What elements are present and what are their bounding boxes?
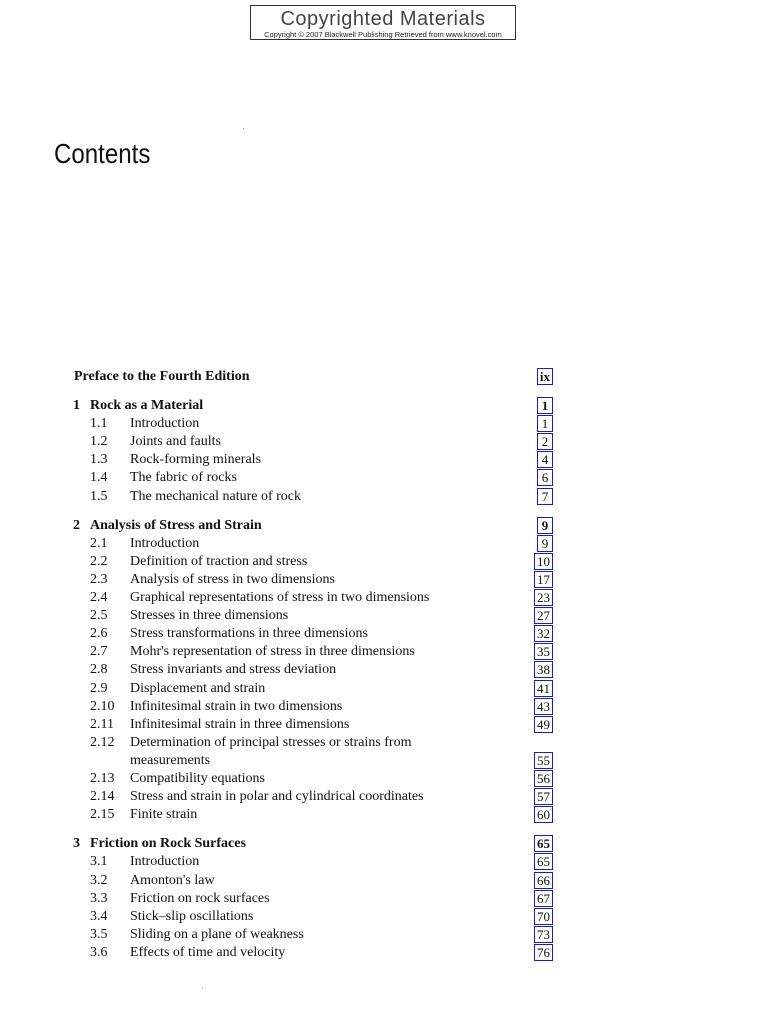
toc-entry-title: Analysis of Stress and Strain [90, 517, 262, 533]
toc-entry-title: Friction on rock surfaces [130, 890, 270, 906]
toc-entry-number: 2.3 [90, 571, 108, 587]
toc-entry-title: Graphical representations of stress in two dimensions [130, 590, 430, 605]
toc-entry-number: 2.6 [90, 626, 108, 642]
toc-entry-number: 2.7 [90, 644, 108, 660]
toc-entry-title: measurements [130, 752, 211, 768]
page-number-link[interactable]: 35 [534, 643, 553, 660]
page-number-link[interactable]: 10 [534, 553, 553, 570]
page-number-link[interactable]: ix [537, 368, 553, 385]
page-number-link[interactable]: 17 [534, 571, 553, 588]
toc-entry-title: Joints and faults [130, 434, 221, 450]
toc-entry [0, 553, 768, 571]
toc-entry-title: Sliding on a plane of weakness [130, 926, 304, 942]
toc-entry [0, 926, 768, 944]
page-number-link[interactable]: 23 [534, 589, 553, 606]
toc-entry-number: 2.5 [90, 608, 108, 624]
toc-entry [0, 433, 768, 451]
toc-entry-number: 3.4 [90, 908, 108, 924]
toc-entry-title: Friction on Rock Surfaces [90, 836, 246, 852]
toc-entry [0, 589, 768, 607]
toc-entry-number: 2.14 [90, 789, 115, 805]
toc-entry-title: Compatibility equations [130, 771, 265, 786]
toc-entry [0, 535, 768, 553]
toc-entry-title: Preface to the Fourth Edition [74, 369, 250, 384]
page-number-link[interactable]: 60 [534, 806, 553, 823]
toc-chapter [0, 397, 768, 415]
page-number-link[interactable]: 6 [537, 469, 553, 486]
toc-entry-number: 2.11 [90, 716, 114, 732]
page-number-link[interactable]: 57 [534, 788, 553, 805]
toc-entry [0, 872, 768, 890]
toc-entry-number: 3.1 [90, 854, 108, 870]
toc-entry [0, 944, 768, 962]
page-number-link[interactable]: 70 [534, 908, 553, 925]
toc-entry-number: 1.3 [90, 452, 108, 468]
toc-entry-number: 2.10 [90, 698, 115, 714]
banner-subtitle: Copyright © 2007 Blackwell Publishing Retrieved from www.knovel.com [264, 30, 502, 39]
toc-entry-title: Determination of principal stresses or strains from [130, 734, 412, 750]
page-number-link[interactable]: 1 [537, 397, 553, 414]
toc-entry-number: 2.8 [90, 662, 108, 678]
toc-entry [0, 752, 768, 770]
page-number-link[interactable]: 65 [534, 835, 553, 852]
toc-entry-title: Stick–slip oscillations [130, 908, 254, 924]
toc-entry-number: 1.2 [90, 434, 108, 450]
toc-entry [0, 806, 768, 824]
toc-entry-title: Introduction [130, 416, 200, 432]
toc-entry-title: Rock-forming minerals [130, 452, 262, 468]
toc-entry-title: Stresses in three dimensions [130, 608, 289, 624]
toc-chapter [0, 517, 768, 535]
page-number-link[interactable]: 9 [537, 517, 553, 534]
toc-entry-number: 1 [73, 398, 80, 413]
toc-entry-number: 2.9 [90, 680, 108, 696]
toc-entry [0, 571, 768, 589]
toc-entry-number: 2 [73, 517, 80, 533]
page-number-link[interactable]: 32 [534, 625, 553, 642]
toc-entry-title: Mohr's representation of stress in three dimensions [130, 644, 415, 660]
toc-entry-number: 1.4 [90, 470, 108, 486]
page-number-link[interactable]: 73 [534, 926, 553, 943]
page-number-link[interactable]: 76 [534, 944, 553, 961]
page-number-link[interactable]: 7 [537, 488, 553, 505]
toc-entry [0, 734, 768, 752]
toc-entry [0, 661, 768, 679]
toc-entry-number: 2.15 [90, 807, 115, 823]
toc-entry-title: Finite strain [130, 807, 198, 823]
toc-entry [0, 680, 768, 698]
toc-entry-number: 3 [73, 836, 80, 852]
toc-entry-title: Effects of time and velocity [130, 944, 286, 960]
page-number-link[interactable]: 43 [534, 698, 553, 715]
toc-entry-title: Infinitesimal strain in two dimensions [130, 698, 343, 714]
toc-entry [0, 451, 768, 469]
toc-entry [0, 625, 768, 643]
toc-entry [0, 908, 768, 926]
toc-entry [0, 469, 768, 487]
page-number-link[interactable]: 41 [534, 680, 553, 697]
toc-entry [0, 788, 768, 806]
toc-entry-title: Infinitesimal strain in three dimensions [130, 716, 350, 732]
toc-entry [0, 643, 768, 661]
page-number-link[interactable]: 4 [537, 451, 553, 468]
page-number-link[interactable]: 9 [537, 535, 553, 552]
toc-entry [0, 716, 768, 734]
page-number-link[interactable]: 38 [534, 661, 553, 678]
toc-entry-title: The mechanical nature of rock [130, 488, 302, 504]
toc-entry-number: 3.2 [90, 872, 108, 888]
page-number-link[interactable]: 66 [534, 872, 553, 889]
toc-entry-title: Introduction [130, 854, 200, 870]
toc-entry-number: 3.5 [90, 926, 108, 942]
page-number-link[interactable]: 67 [534, 890, 553, 907]
page-number-link[interactable]: 56 [534, 770, 553, 787]
toc-entry-title: Amonton's law [130, 872, 215, 888]
toc-entry-title: Rock as a Material [90, 398, 204, 413]
toc-entry-title: Stress invariants and stress deviation [130, 662, 337, 678]
page-number-link[interactable]: 55 [534, 752, 553, 769]
toc-entry [0, 415, 768, 433]
toc-entry-title: Analysis of stress in two dimensions [130, 571, 335, 587]
toc-preface [0, 368, 768, 386]
toc-entry-number: 3.6 [90, 944, 108, 960]
toc-entry-number: 2.13 [90, 771, 115, 786]
toc-entry-title: Stress and strain in polar and cylindrical coordinates [130, 789, 424, 805]
page-number-link[interactable]: 65 [534, 853, 553, 870]
toc-entry-number: 2.2 [90, 553, 108, 569]
banner-title: Copyrighted Materials [280, 8, 486, 30]
toc-entry [0, 890, 768, 908]
toc-entry-title: Stress transformations in three dimensions [130, 626, 368, 642]
toc-entry-number: 3.3 [90, 890, 108, 906]
toc-entry-title: Displacement and strain [130, 680, 266, 696]
toc-entry [0, 698, 768, 716]
page-number-link[interactable]: 1 [537, 415, 553, 432]
page-number-link[interactable]: 27 [534, 607, 553, 624]
toc-chapter [0, 835, 768, 853]
toc-entry-title: Definition of traction and stress [130, 553, 308, 569]
toc-entry-number: 1.1 [90, 416, 108, 432]
toc-entry [0, 607, 768, 625]
toc-entry-title: The fabric of rocks [130, 470, 237, 486]
toc-entry-number: 2.12 [90, 734, 115, 750]
page-number-link[interactable]: 2 [537, 433, 553, 450]
page-number-link[interactable]: 49 [534, 716, 553, 733]
toc-entry-number: 2.1 [90, 535, 108, 551]
toc-entry-number: 2.4 [90, 590, 108, 605]
toc-entry-number: 1.5 [90, 488, 108, 504]
toc-entry [0, 770, 768, 788]
toc-entry [0, 853, 768, 871]
page-title: Contents [54, 138, 151, 169]
toc-entry-title: Introduction [130, 535, 200, 551]
toc-entry [0, 488, 768, 506]
